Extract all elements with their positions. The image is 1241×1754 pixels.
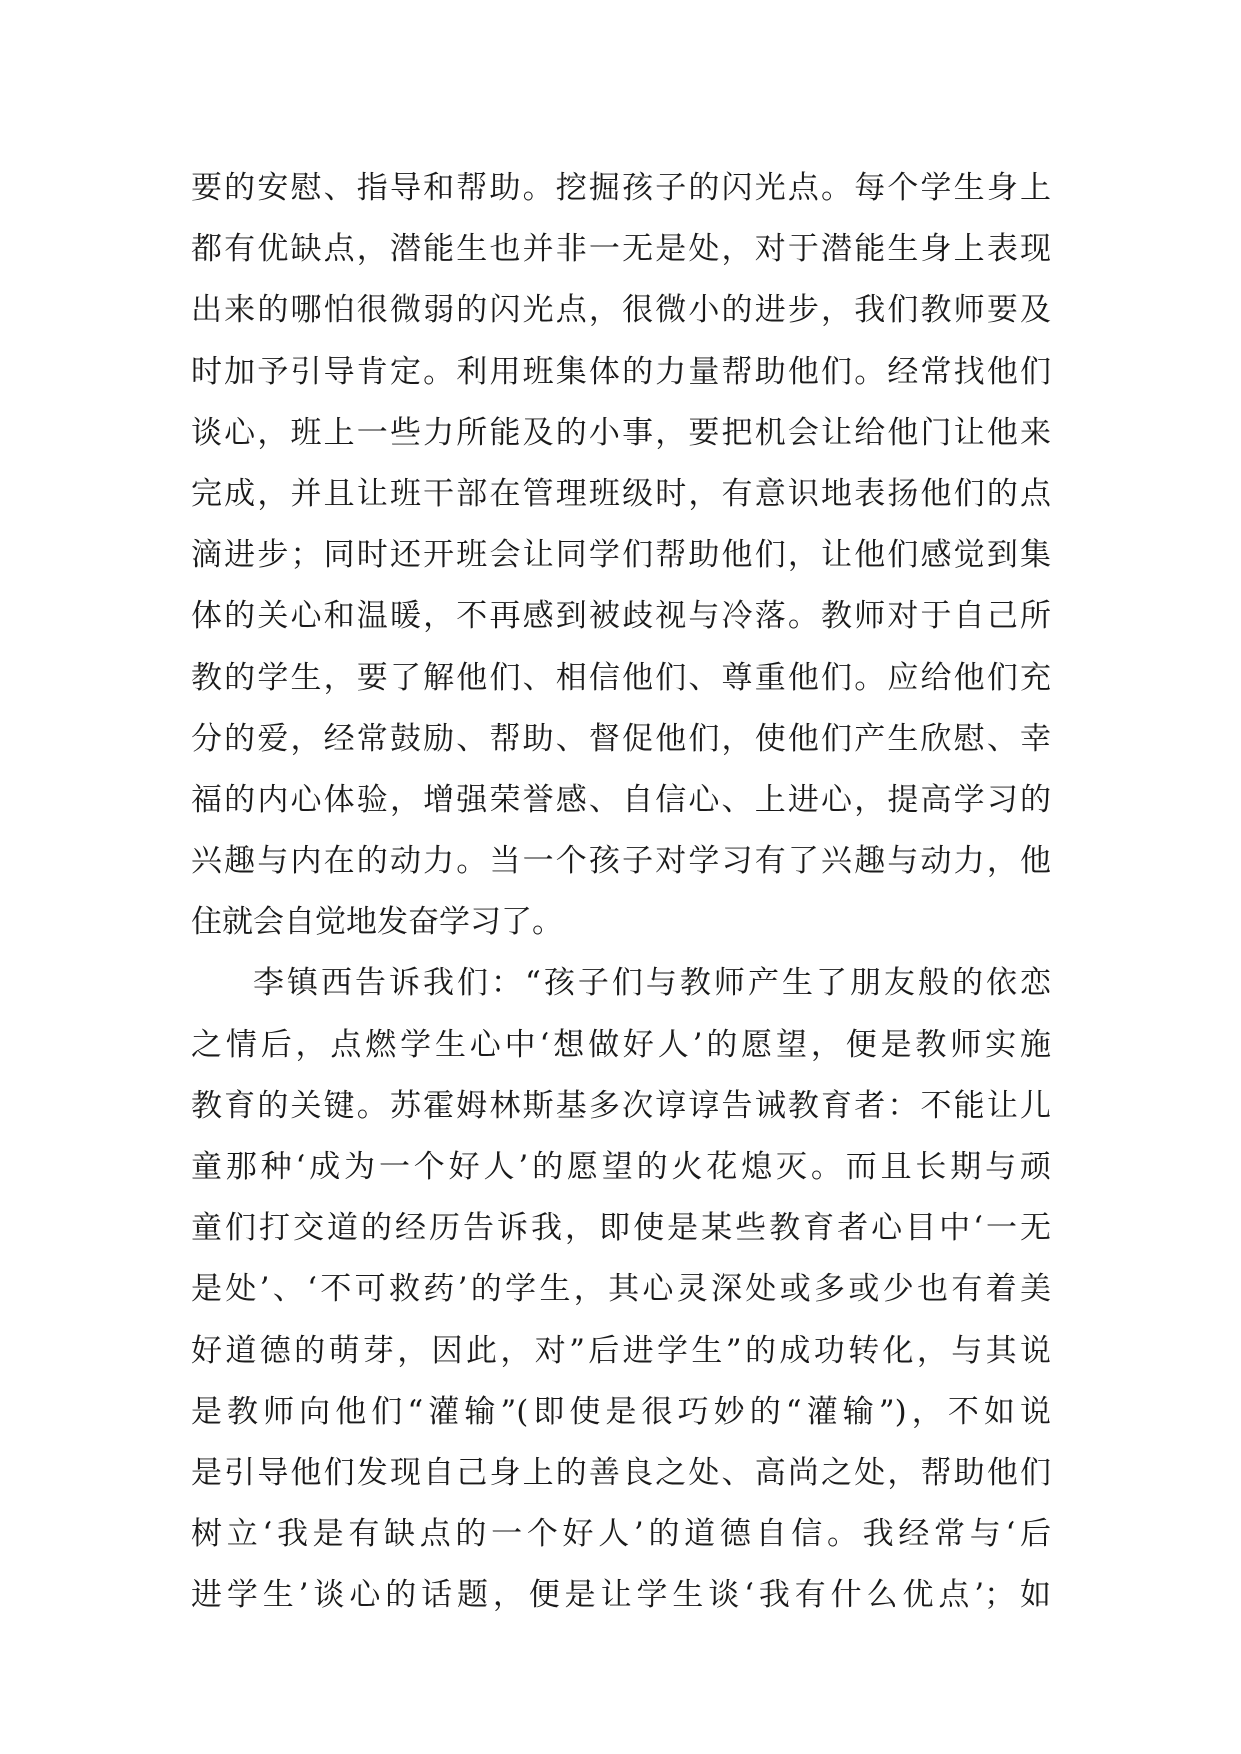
paragraph-line: 之情后，点燃学生心中‘想做好人’的愿望，便是教师实施: [191, 1026, 1051, 1063]
paragraph-line: 教育的关键。苏霍姆林斯基多次谆谆告诫教育者：不能让儿: [191, 1087, 1051, 1124]
paragraph-line: 谈心，班上一些力所能及的小事，要把机会让给他门让他来: [191, 414, 1051, 451]
paragraph-line: 体的关心和温暖，不再感到被歧视与冷落。教师对于自己所: [191, 598, 1051, 635]
paragraph-line: 要的安慰、指导和帮助。挖掘孩子的闪光点。每个学生身上: [191, 170, 1051, 206]
document-body: [191, 158, 1051, 1627]
paragraph-line: 滴进步；同时还开班会让同学们帮助他们，让他们感觉到集: [191, 537, 1051, 574]
paragraph-line: 兴趣与内在的动力。当一个孩子对学习有了兴趣与动力，他: [191, 843, 1051, 880]
paragraph-line: 是引导他们发现自己身上的善良之处、高尚之处，帮助他们: [191, 1454, 1051, 1491]
paragraph-1: [191, 158, 1051, 953]
paragraph-line: 出来的哪怕很微弱的闪光点，很微小的进步，我们教师要及: [191, 292, 1051, 329]
paragraph-line: 进学生’谈心的话题，便是让学生谈‘我有什么优点’；如: [191, 1577, 1051, 1614]
paragraph-line: 住就会自觉地发奋学习了。: [191, 904, 563, 941]
paragraph-line: 完成，并且让班干部在管理班级时，有意识地表扬他们的点: [191, 475, 1051, 512]
paragraph-line: 是处’、‘不可救药’的学生，其心灵深处或多或少也有着美: [191, 1271, 1051, 1308]
paragraph-line: 是教师向他们“灌输”(即使是很巧妙的“灌输”)，不如说: [191, 1393, 1051, 1430]
paragraph-line: 树立‘我是有缺点的一个好人’的道德自信。我经常与‘后: [191, 1516, 1051, 1553]
paragraph-line: 时加予引导肯定。利用班集体的力量帮助他们。经常找他们: [191, 353, 1051, 390]
paragraph-line: 教的学生，要了解他们、相信他们、尊重他们。应给他们充: [191, 659, 1051, 696]
paragraph-2: [191, 953, 1051, 1626]
paragraph-line: 都有优缺点，潜能生也并非一无是处，对于潜能生身上表现: [191, 231, 1051, 268]
paragraph-line: 好道德的萌芽，因此，对”后进学生”的成功转化，与其说: [191, 1332, 1051, 1369]
paragraph-line: 童们打交道的经历告诉我，即使是某些教育者心目中‘一无: [191, 1210, 1051, 1247]
paragraph-line: 分的爱，经常鼓励、帮助、督促他们，使他们产生欣慰、幸: [191, 720, 1051, 757]
paragraph-line: 李镇西告诉我们：“孩子们与教师产生了朋友般的依恋: [253, 965, 1051, 1002]
paragraph-line: 童那种‘成为一个好人’的愿望的火花熄灭。而且长期与顽: [191, 1149, 1051, 1185]
paragraph-line: 福的内心体验，增强荣誉感、自信心、上进心，提高学习的: [191, 781, 1051, 818]
